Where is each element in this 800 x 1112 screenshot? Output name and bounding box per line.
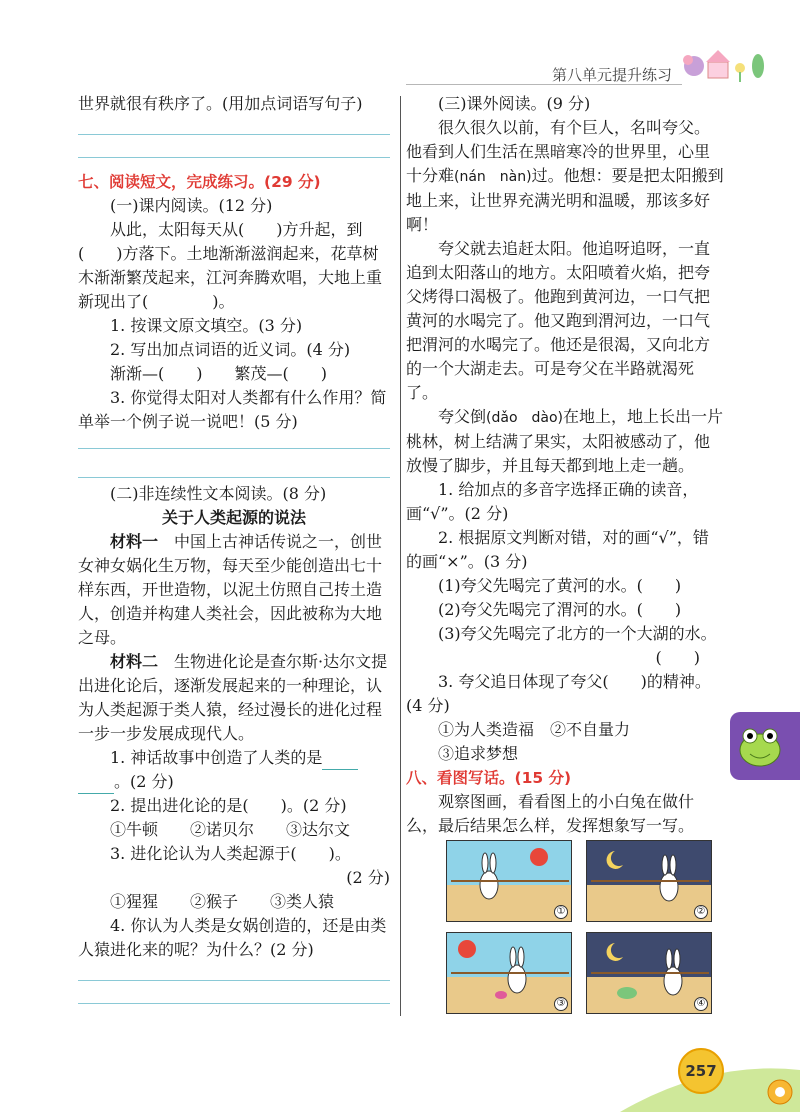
passage-1b: 过。他想：要是把太阳搬到地上来，让世界充满光明和温暖，那该多好啊！	[406, 166, 724, 234]
article-title: 关于人类起源的说法	[161, 508, 306, 527]
side-tab	[730, 712, 800, 780]
question-1: 1. 按课文原文填空。(3 分)	[110, 316, 303, 335]
passage-1a: 很久很久以前，有个巨人，名叫夸父。他看到人们生活在黑暗寒冷的世界里，心里十分难	[406, 118, 711, 185]
c-question-3: 3. 夸父追日体现了夸父( )的精神。(4 分)	[406, 672, 711, 715]
house-flower-decoration-icon	[678, 44, 768, 84]
c-question-2-item-3-paren[interactable]: ( )	[655, 648, 700, 667]
b-question-1-score: 。(2 分)	[114, 772, 174, 791]
b-question-2: 2. 提出进化论的是( )。(2 分)	[110, 796, 347, 815]
b-question-3-score: (2 分)	[346, 868, 390, 887]
answer-blank[interactable]	[322, 753, 358, 770]
pinyin-choice-1[interactable]: (nán nàn)	[454, 169, 532, 185]
passage-3a: 夸父倒	[438, 407, 487, 426]
panel-number: ③	[554, 997, 568, 1011]
part-1-passage: 从此，太阳每天从( )方升起，到( )方落下。土地渐渐滋润起来，花草树木渐渐繁茂起来，江河奔腾欢唱，大地上重新现出了( )。	[78, 220, 383, 311]
comic-panel-1	[446, 840, 572, 922]
c-question-2-item-2[interactable]: (2)夸父先喝完了渭河的水。( )	[438, 600, 682, 619]
material-2-text: 生物进化论是查尔斯·达尔文提出进化论后，逐渐发展起来的一种理论，认为人类起源于类人猿，经过漫长的进化过程一步一步发展成现代人。	[78, 652, 388, 743]
part-1-title: (一)课内阅读。(12 分)	[110, 196, 273, 215]
comic-panel-4	[586, 932, 712, 1014]
b-question-4: 4. 你认为人类是女娲创造的，还是由类人猿进化来的呢？为什么？(2 分)	[78, 916, 387, 959]
question-3: 3. 你觉得太阳对人类都有什么作用？简单举一个例子说一说吧！(5 分)	[78, 388, 387, 431]
part-3-title: (三)课外阅读。(9 分)	[438, 94, 591, 113]
material-2-label: 材料二	[110, 652, 159, 671]
b-question-3: 3. 进化论认为人类起源于( )。	[110, 844, 351, 863]
material-1-label: 材料一	[110, 532, 159, 551]
c-question-2-item-1[interactable]: (1)夸父先喝完了黄河的水。( )	[438, 576, 682, 595]
b-question-2-options: ①牛顿 ②诺贝尔 ③达尔文	[110, 820, 351, 839]
panel-number: ①	[554, 905, 568, 919]
c-question-2: 2. 根据原文判断对错，对的画“√”，错的画“×”。(3 分)	[406, 528, 709, 571]
b-question-3-options: ①猩猩 ②猴子 ③类人猿	[110, 892, 335, 911]
question-2-blanks[interactable]: 渐渐—( ) 繁茂—( )	[110, 364, 327, 383]
c-question-2-item-3: (3)夸父先喝完了北方的一个大湖的水。	[438, 624, 717, 643]
question-2: 2. 写出加点词语的近义词。(4 分)	[110, 340, 351, 359]
c-question-3-options-2: ③追求梦想	[438, 744, 519, 763]
column-divider	[400, 96, 401, 1016]
pinyin-choice-2[interactable]: (dǎo dào)	[486, 410, 564, 426]
header-rule	[406, 84, 682, 85]
b-question-1: 1. 神话故事中创造了人类的是	[110, 748, 323, 767]
material-1-text: 中国上古神话传说之一，创世女神女娲化生万物，每天至少能创造出七十样东西，开世造物，以泥土仿照自己抟土造人，创造并构建人类社会，因此被称为大地之母。	[78, 532, 383, 647]
comic-panel-2	[586, 840, 712, 922]
part-2-title: (二)非连续性文本阅读。(8 分)	[110, 484, 327, 503]
left-column	[78, 92, 390, 1004]
rabbit-comic-strip	[446, 840, 712, 1014]
sentence-prompt: 世界就很有秩序了。(用加点词语写句子)	[78, 94, 363, 113]
frog-icon	[730, 712, 800, 780]
passage-2: 夸父就去追赶太阳。他追呀追呀，一直追到太阳落山的地方。太阳喷着火焰，把夸父烤得口渴极了。他跑到黄河边，一口气把黄河的水喝完了。他又跑到渭河边，一口气把渭河的水喝完了。他还是很渴，又向北方的一个大湖走去。可是夸父在半路就渴死了。	[406, 239, 711, 402]
comic-panel-3	[446, 932, 572, 1014]
passage-3b: 在地上，地上长出一片桃林，树上结满了果实，太阳被感动了，他放慢了脚步，并且每天都到地上走一趟。	[406, 407, 724, 475]
right-column	[406, 92, 724, 838]
panel-number: ④	[694, 997, 708, 1011]
section-7-title: 七、阅读短文，完成练习。(29 分)	[78, 173, 321, 191]
unit-title: 第八单元提升练习	[552, 66, 673, 84]
section-8-title: 八、看图写话。(15 分)	[406, 769, 572, 787]
page-number-badge: 257	[678, 1048, 724, 1094]
c-question-3-options-1: ①为人类造福 ②不自量力	[438, 720, 631, 739]
answer-blank[interactable]	[78, 777, 114, 794]
writing-line[interactable]	[78, 1003, 390, 1004]
section-8-instructions: 观察图画，看看图上的小白兔在做什么，最后结果怎么样，发挥想象写一写。	[406, 792, 695, 835]
panel-number: ②	[694, 905, 708, 919]
c-question-1: 1. 给加点的多音字选择正确的读音，画“√”。(2 分)	[406, 480, 699, 523]
